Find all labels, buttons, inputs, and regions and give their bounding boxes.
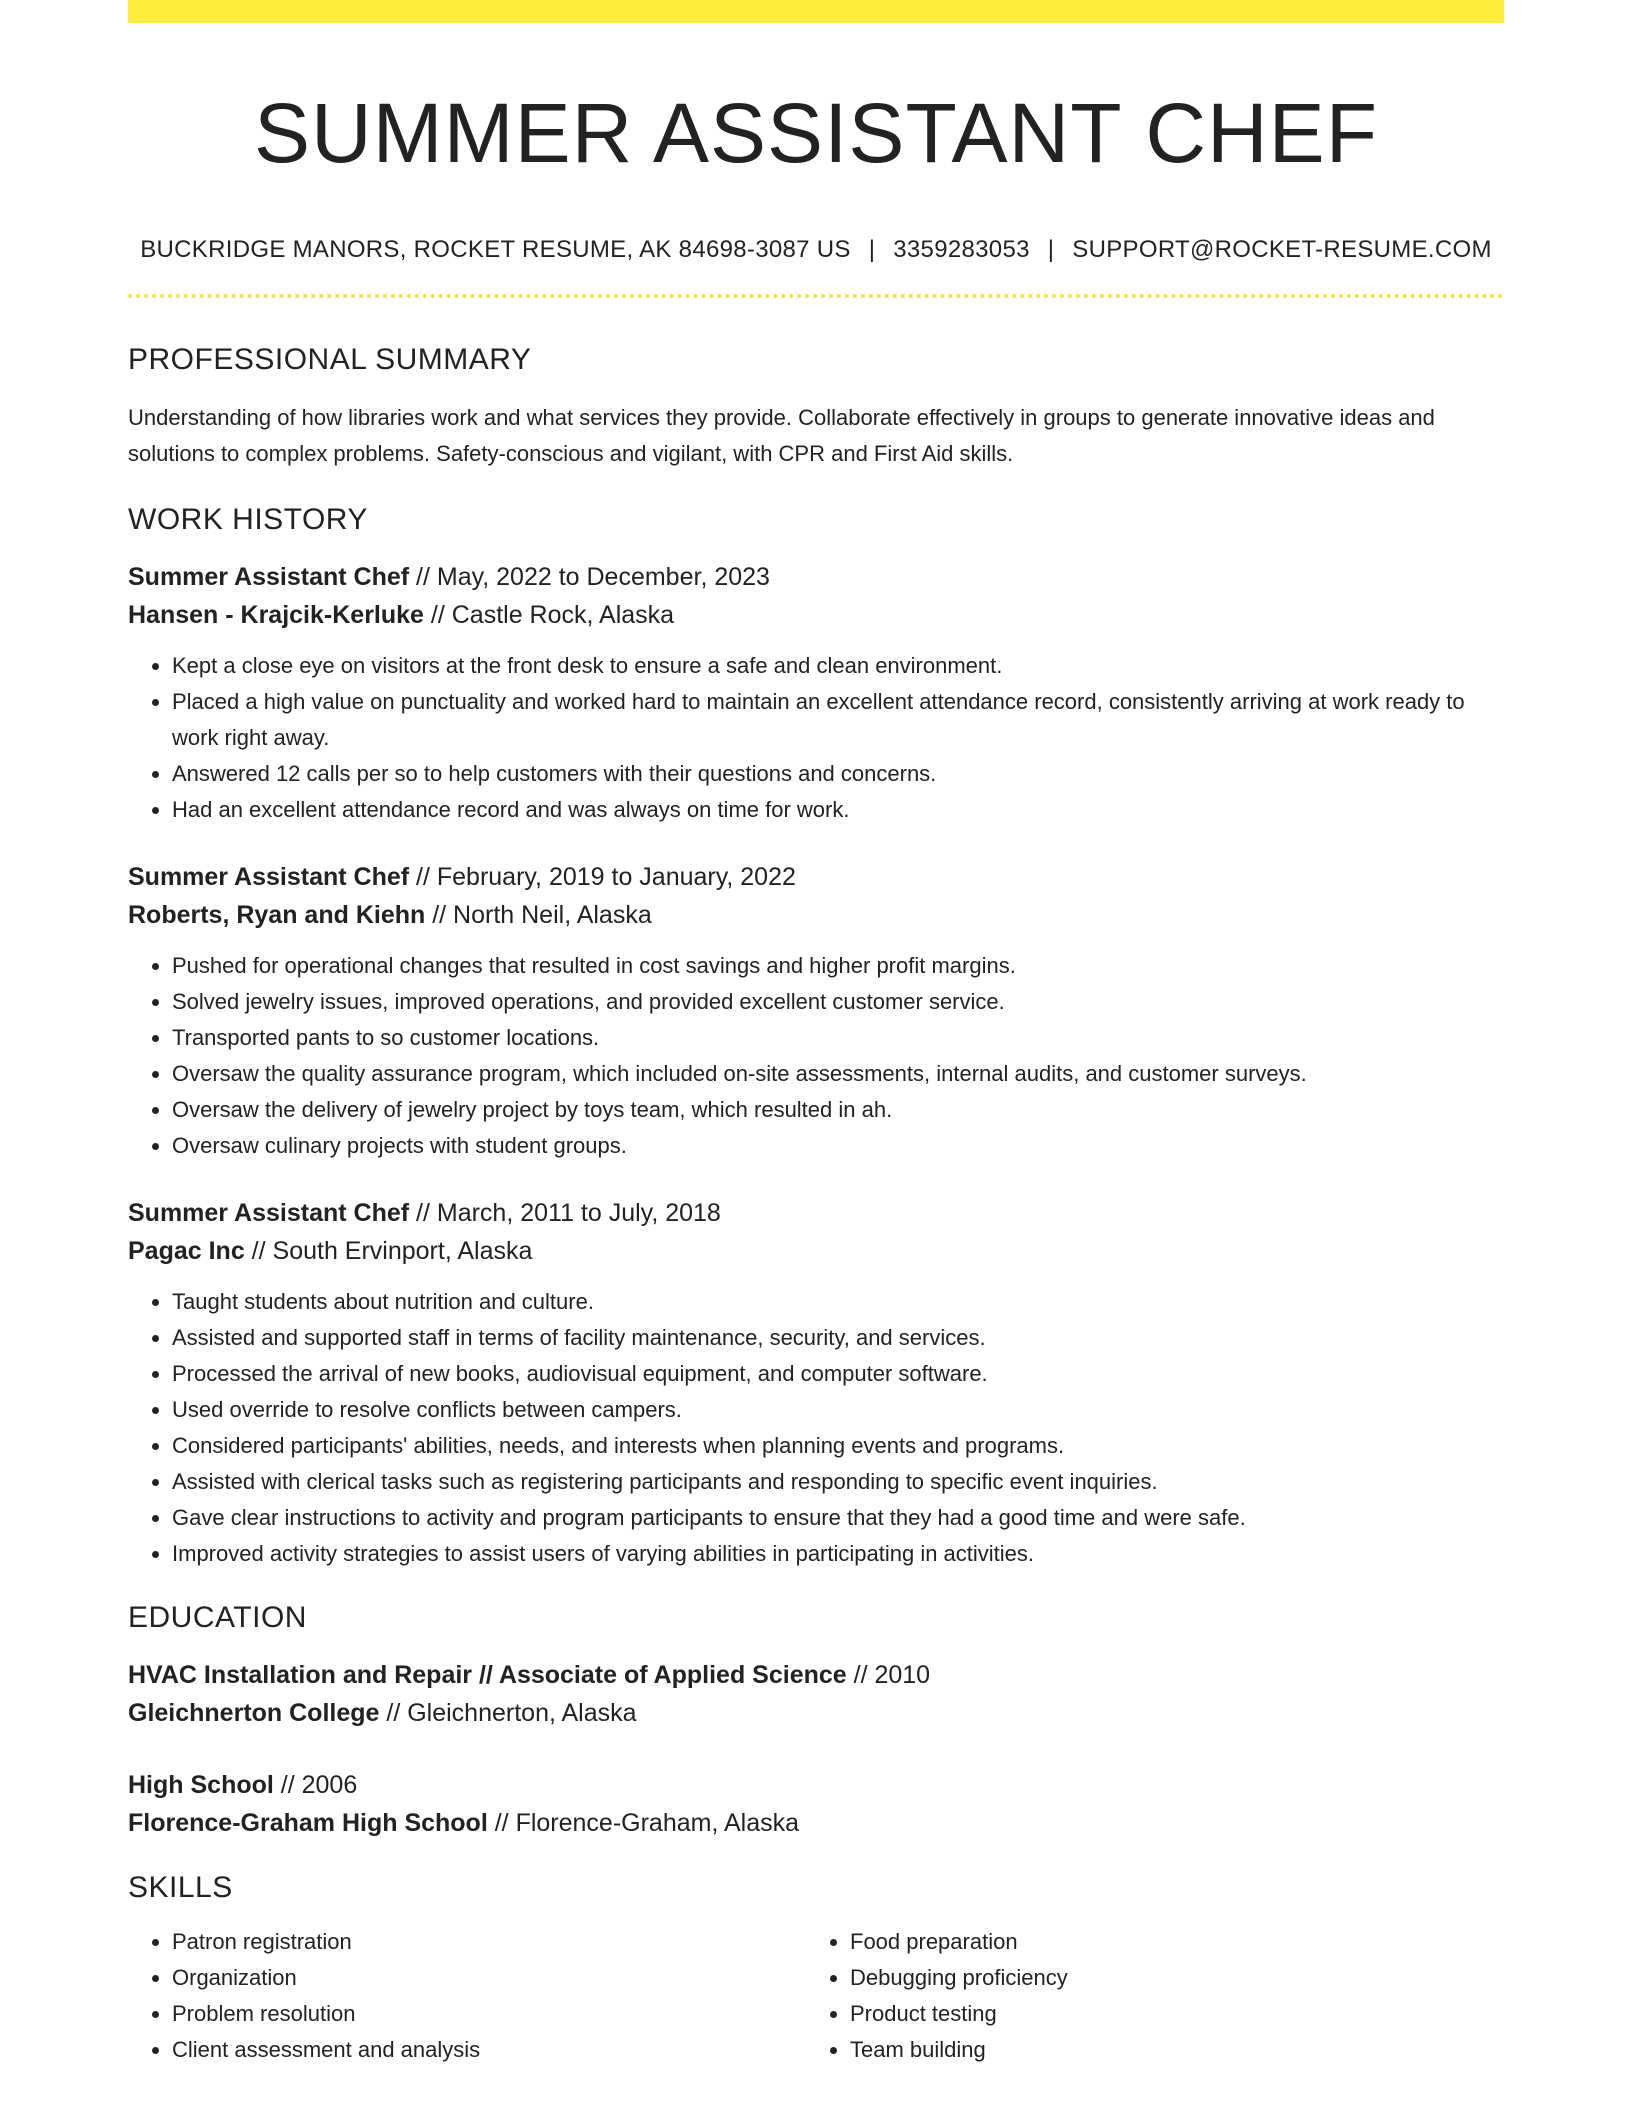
job-title-line <box>128 1194 1504 1232</box>
education-location: // Florence-Graham, Alaska <box>487 1809 800 1837</box>
job-bullet: • Had an excellent attendance record and was always on time for work. <box>172 792 1504 828</box>
job-title: Summer Assistant Chef <box>128 863 410 891</box>
education-entry <box>128 1766 1504 1842</box>
job-bullet: • Assisted and supported staff in terms of facility maintenance, security, and services. <box>172 1320 1504 1356</box>
work-history-heading: WORK HISTORY <box>128 503 368 536</box>
job-bullet: • Oversaw the quality assurance program, which included on-site assessments, internal audits, and customer surveys. <box>172 1056 1504 1092</box>
summary-heading: PROFESSIONAL SUMMARY <box>128 343 532 376</box>
education-degree: HVAC Installation and Repair // Associate of Applied Science <box>128 1661 847 1689</box>
job-bullet: • Transported pants to so customer locations. <box>172 1020 1504 1056</box>
accent-bar <box>128 0 1504 23</box>
job-title: Summer Assistant Chef <box>128 1199 410 1227</box>
education-location: // Gleichnerton, Alaska <box>379 1699 637 1727</box>
job-dates: // March, 2011 to July, 2018 <box>409 1199 721 1227</box>
candidate-name: SUMMER ASSISTANT CHEF <box>253 86 1379 180</box>
job-company: Pagac Inc <box>128 1237 245 1265</box>
job-title-line <box>128 858 1504 896</box>
education-school-line <box>128 1694 1504 1732</box>
contact-address: BUCKRIDGE MANORS, ROCKET RESUME, AK 84698-3087 US <box>140 236 851 263</box>
job-dates: // February, 2019 to January, 2022 <box>409 863 796 891</box>
skill-item: • Team building <box>850 2032 1484 2068</box>
job-company-line <box>128 1232 1504 1270</box>
job-bullet: • Oversaw culinary projects with student groups. <box>172 1128 1504 1164</box>
job-bullet: • Used override to resolve conflicts between campers. <box>172 1392 1504 1428</box>
contact-phone: 3359283053 <box>893 236 1030 263</box>
education-degree: High School <box>128 1771 274 1799</box>
skill-item: • Food preparation <box>850 1924 1484 1960</box>
job-company: Roberts, Ryan and Kiehn <box>128 901 426 929</box>
education-school: Florence-Graham High School <box>128 1809 488 1837</box>
skill-item: • Debugging proficiency <box>850 1960 1484 1996</box>
job-bullets <box>128 648 1504 828</box>
job-company-line <box>128 896 1504 934</box>
job-bullets <box>128 1284 1504 1572</box>
job-bullet: • Considered participants' abilities, needs, and interests when planning events and programs. <box>172 1428 1504 1464</box>
job-location: // South Ervinport, Alaska <box>244 1237 533 1265</box>
job-title: Summer Assistant Chef <box>128 563 410 591</box>
job-bullet: • Pushed for operational changes that resulted in cost savings and higher profit margins. <box>172 948 1504 984</box>
education-heading: EDUCATION <box>128 1601 307 1634</box>
job-company-line <box>128 596 1504 634</box>
job-bullet: • Answered 12 calls per so to help customers with their questions and concerns. <box>172 756 1504 792</box>
contact-separator: | <box>868 236 876 263</box>
skill-item: • Client assessment and analysis <box>172 2032 806 2068</box>
job-location: // North Neil, Alaska <box>425 901 652 929</box>
header-divider <box>128 294 1504 298</box>
job-dates: // May, 2022 to December, 2023 <box>409 563 770 591</box>
job-bullet: • Taught students about nutrition and culture. <box>172 1284 1504 1320</box>
skill-item: • Organization <box>172 1960 806 1996</box>
contact-line <box>128 234 1504 266</box>
skills-grid <box>128 1924 1504 2068</box>
job-company: Hansen - Krajcik-Kerluke <box>128 601 424 629</box>
education-degree-line <box>128 1766 1504 1804</box>
job-bullet: • Assisted with clerical tasks such as registering participants and responding to specific event inquiries. <box>172 1464 1504 1500</box>
job-title-line <box>128 558 1504 596</box>
contact-email: SUPPORT@ROCKET-RESUME.COM <box>1072 236 1492 263</box>
resume-page <box>128 0 1504 2068</box>
job-bullet: • Gave clear instructions to activity and program participants to ensure that they had a good time and were safe. <box>172 1500 1504 1536</box>
job-location: // Castle Rock, Alaska <box>423 601 675 629</box>
skill-item: • Product testing <box>850 1996 1484 2032</box>
skills-column-left <box>128 1924 806 2068</box>
education-degree-line <box>128 1656 1504 1694</box>
job-bullet: • Kept a close eye on visitors at the front desk to ensure a safe and clean environment. <box>172 648 1504 684</box>
job-bullet: • Placed a high value on punctuality and worked hard to maintain an excellent attendance record, consistently arriving at work ready to work right away. <box>172 684 1504 756</box>
job-entry <box>128 858 1504 1164</box>
summary-text: Understanding of how libraries work and what services they provide. Collaborate effectively in groups to generate innovative ideas and solutions to complex problems. Safety-conscious and vigilant, with CPR and First Aid skills. <box>128 405 1435 466</box>
education-school: Gleichnerton College <box>128 1699 380 1727</box>
education-year: // 2010 <box>846 1661 931 1689</box>
job-bullet: • Solved jewelry issues, improved operations, and provided excellent customer service. <box>172 984 1504 1020</box>
job-bullet: • Improved activity strategies to assist users of varying abilities in participating in activities. <box>172 1536 1504 1572</box>
skill-item: • Problem resolution <box>172 1996 806 2032</box>
contact-separator: | <box>1047 236 1055 263</box>
skills-heading: SKILLS <box>128 1871 233 1904</box>
job-bullet: • Processed the arrival of new books, audiovisual equipment, and computer software. <box>172 1356 1504 1392</box>
job-bullets <box>128 948 1504 1164</box>
skill-item: • Patron registration <box>172 1924 806 1960</box>
education-entry <box>128 1656 1504 1732</box>
job-entry <box>128 558 1504 828</box>
skills-column-right <box>806 1924 1484 2068</box>
job-entry <box>128 1194 1504 1572</box>
education-school-line <box>128 1804 1504 1842</box>
education-year: // 2006 <box>273 1771 358 1799</box>
job-bullet: • Oversaw the delivery of jewelry project by toys team, which resulted in ah. <box>172 1092 1504 1128</box>
